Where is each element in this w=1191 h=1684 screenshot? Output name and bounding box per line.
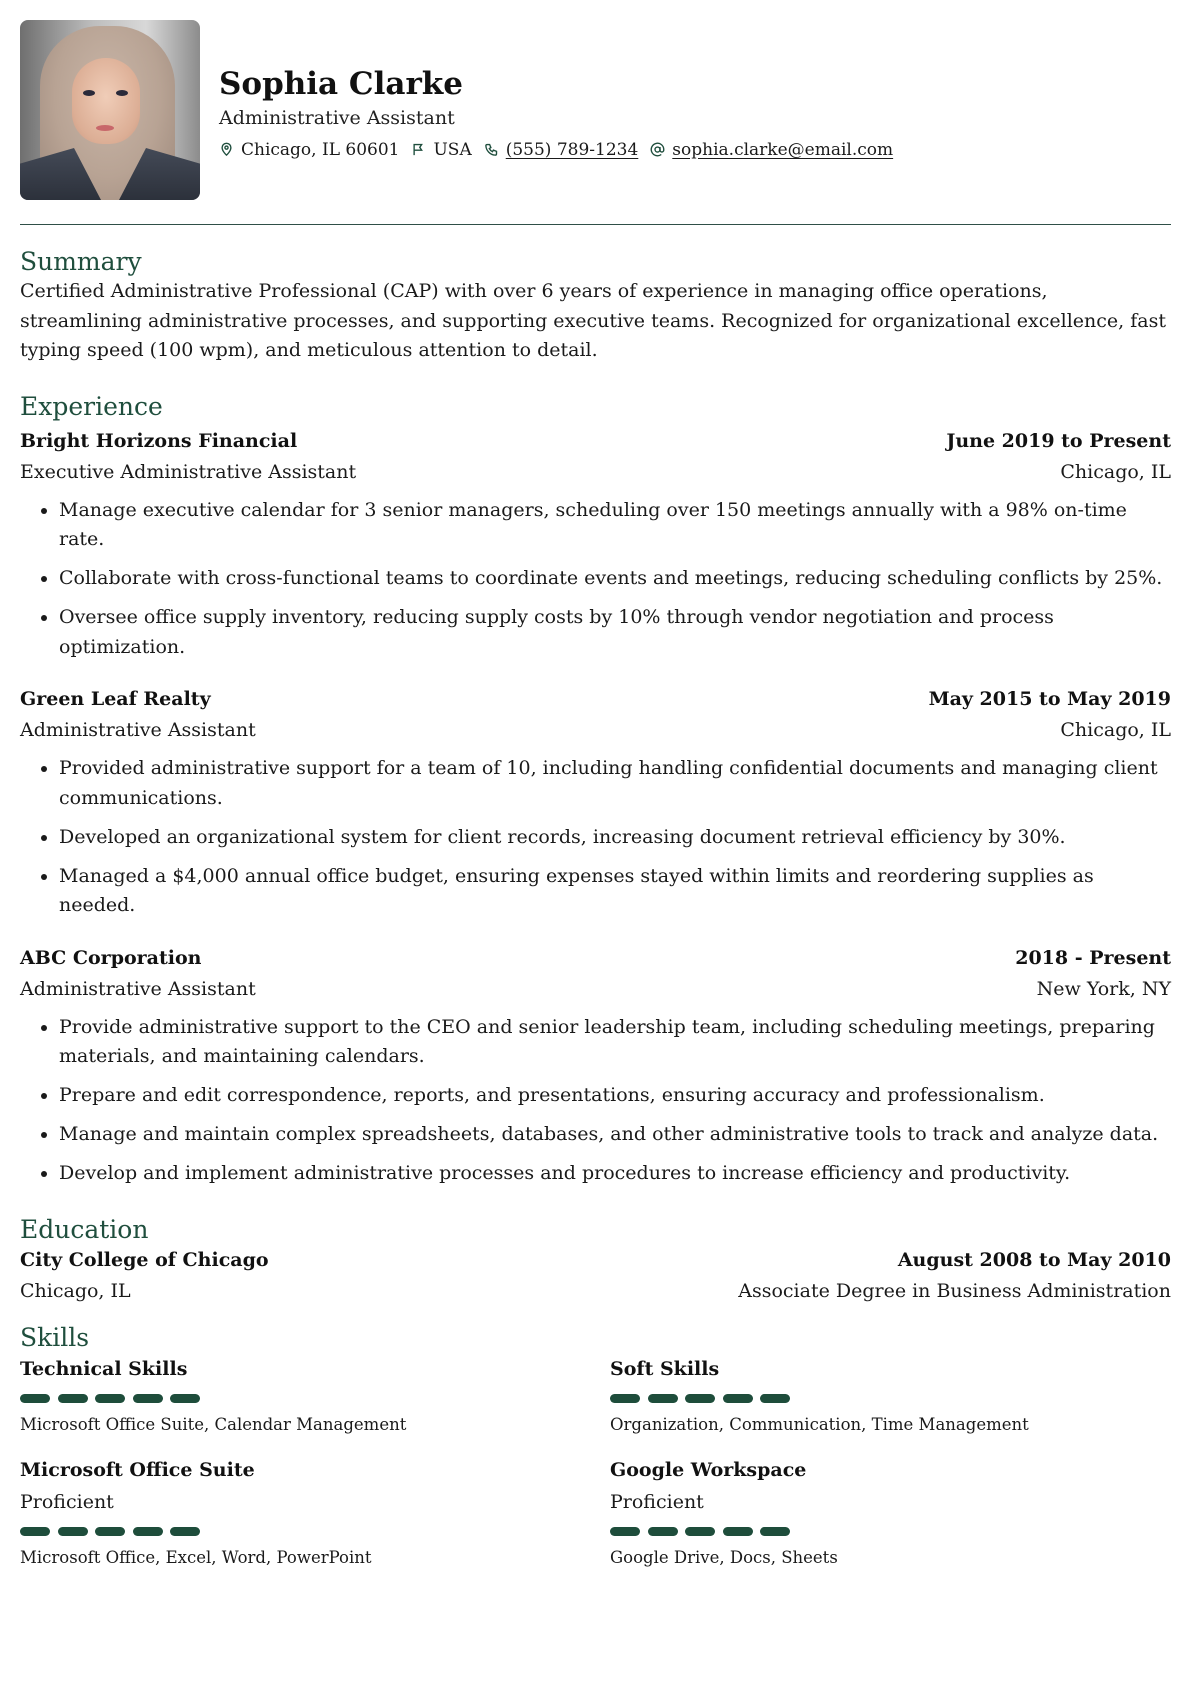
phone-link[interactable]: (555) 789-1234: [505, 139, 639, 160]
rating-pill: [648, 1527, 678, 1536]
job-bullet: • Oversee office supply inventory, reducing supply costs by 10% through vendor negotiation and process optimization.: [59, 603, 1171, 662]
skill-item: [20, 1353, 610, 1438]
job-bullet: • Provided administrative support for a team of 10, including handling confidential documents and managing client communications.: [59, 754, 1171, 813]
skill-keywords: Microsoft Office Suite, Calendar Management: [20, 1414, 407, 1434]
contact-country: [411, 140, 471, 160]
skill-item: [610, 1353, 1170, 1438]
rating-pill: [58, 1527, 88, 1536]
job-title: Executive Administrative Assistant: [20, 460, 357, 483]
skills-heading: Skills: [20, 1322, 90, 1352]
job-company: Bright Horizons Financial: [20, 429, 298, 452]
job-company: ABC Corporation: [20, 946, 202, 969]
job-title: Administrative Assistant: [20, 719, 256, 741]
job-bullets: [20, 1013, 1171, 1189]
contact-email[interactable]: [650, 140, 893, 160]
skill-item: [610, 1454, 1170, 1571]
skill-name: Technical Skills: [20, 1357, 188, 1380]
rating-pill: [20, 1394, 50, 1403]
contact-location: [219, 140, 399, 160]
header-info: [219, 61, 905, 160]
skills-section: [20, 1323, 1171, 1571]
job-dates: May 2015 to May 2019: [928, 688, 1171, 710]
rating-pill: [133, 1394, 163, 1403]
flag-icon: [411, 142, 426, 157]
skill-name: Google Workspace: [610, 1458, 807, 1481]
skill-level: Proficient: [610, 1490, 704, 1513]
rating-pill: [170, 1394, 200, 1403]
contact-phone[interactable]: [484, 140, 639, 160]
job-bullets: [20, 754, 1171, 921]
skill-level: Proficient: [20, 1490, 114, 1513]
rating-pill: [95, 1394, 125, 1403]
summary-text: Certified Administrative Professional (CAP) with over 6 years of experience in managing office operations, streamlining administrative processes, and supporting executive teams. Recognized for organizational excellence, fast typing speed (100 wpm), and meticulous attention to detail.: [20, 280, 1166, 361]
summary-heading: Summary: [20, 247, 142, 276]
rating-pill: [760, 1527, 790, 1536]
rating-pill: [20, 1527, 50, 1536]
job-location: New York, NY: [1036, 977, 1171, 1000]
job-bullet: • Manage executive calendar for 3 senior managers, scheduling over 150 meetings annually with a 98% on-time rate.: [59, 496, 1171, 555]
skill-name: Soft Skills: [610, 1357, 720, 1380]
rating-pill: [723, 1394, 753, 1403]
job-entry: [20, 426, 1171, 663]
phone-icon: [484, 142, 499, 157]
job-bullet: • Prepare and edit correspondence, reports, and presentations, ensuring accuracy and professionalism.: [59, 1081, 1171, 1111]
job-bullets: [20, 496, 1171, 663]
skill-rating: [20, 1527, 610, 1537]
job-company: Green Leaf Realty: [20, 688, 211, 710]
education-section: [20, 1215, 1171, 1307]
candidate-role: Administrative Assistant: [219, 106, 455, 129]
map-pin-icon: [219, 142, 234, 157]
skill-item: [20, 1454, 610, 1571]
job-dates: June 2019 to Present: [946, 429, 1171, 452]
job-dates: 2018 - Present: [1015, 946, 1171, 969]
job-bullet: • Managed a $4,000 annual office budget, ensuring expenses stayed within limits and reordering supplies as needed.: [59, 862, 1171, 921]
job-bullet: • Manage and maintain complex spreadsheets, databases, and other administrative tools to track and analyze data.: [59, 1120, 1171, 1150]
email-link[interactable]: sophia.clarke@email.com: [672, 139, 894, 160]
rating-pill: [170, 1527, 200, 1536]
skill-keywords: Organization, Communication, Time Management: [610, 1414, 1029, 1434]
job-bullet: • Develop and implement administrative processes and procedures to increase efficiency and productivity.: [59, 1159, 1171, 1189]
rating-pill: [610, 1527, 640, 1536]
rating-pill: [133, 1527, 163, 1536]
summary-section: [20, 247, 1171, 366]
skill-keywords: Google Drive, Docs, Sheets: [610, 1547, 838, 1567]
skill-rating: [20, 1394, 610, 1404]
job-location: Chicago, IL: [1060, 460, 1171, 483]
skill-name: Microsoft Office Suite: [20, 1458, 255, 1481]
job-bullet: • Developed an organizational system for client records, increasing document retrieval efficiency by 30%.: [59, 823, 1171, 853]
degree: Associate Degree in Business Administration: [738, 1279, 1171, 1302]
country-text: USA: [433, 139, 472, 160]
job-entry: [20, 684, 1171, 921]
job-bullet: • Provide administrative support to the CEO and senior leadership team, including scheduling meetings, preparing materials, and maintaining calendars.: [59, 1013, 1171, 1072]
skill-rating: [610, 1394, 1170, 1404]
candidate-name: Sophia Clarke: [219, 65, 464, 102]
rating-pill: [610, 1394, 640, 1403]
profile-photo: [20, 20, 200, 200]
school-location: Chicago, IL: [20, 1279, 131, 1302]
job-entry: [20, 943, 1171, 1189]
job-title: Administrative Assistant: [20, 977, 256, 1000]
rating-pill: [723, 1527, 753, 1536]
rating-pill: [760, 1394, 790, 1403]
education-heading: Education: [20, 1214, 149, 1244]
rating-pill: [95, 1527, 125, 1536]
resume-header: [20, 20, 1171, 200]
rating-pill: [648, 1394, 678, 1403]
header-divider: [20, 224, 1171, 225]
experience-section: [20, 392, 1171, 1189]
rating-pill: [685, 1527, 715, 1536]
location-text: Chicago, IL 60601: [241, 139, 400, 160]
contact-list: [219, 140, 905, 160]
skill-keywords: Microsoft Office, Excel, Word, PowerPoint: [20, 1547, 372, 1567]
experience-heading: Experience: [20, 391, 163, 421]
job-location: Chicago, IL: [1060, 719, 1171, 741]
skill-rating: [610, 1527, 1170, 1537]
rating-pill: [685, 1394, 715, 1403]
school-name: City College of Chicago: [20, 1248, 269, 1271]
education-dates: August 2008 to May 2010: [897, 1248, 1171, 1271]
at-icon: [650, 142, 665, 157]
skills-grid: [20, 1353, 1171, 1571]
rating-pill: [58, 1394, 88, 1403]
job-bullet: • Collaborate with cross-functional teams to coordinate events and meetings, reducing scheduling conflicts by 25%.: [59, 564, 1171, 594]
